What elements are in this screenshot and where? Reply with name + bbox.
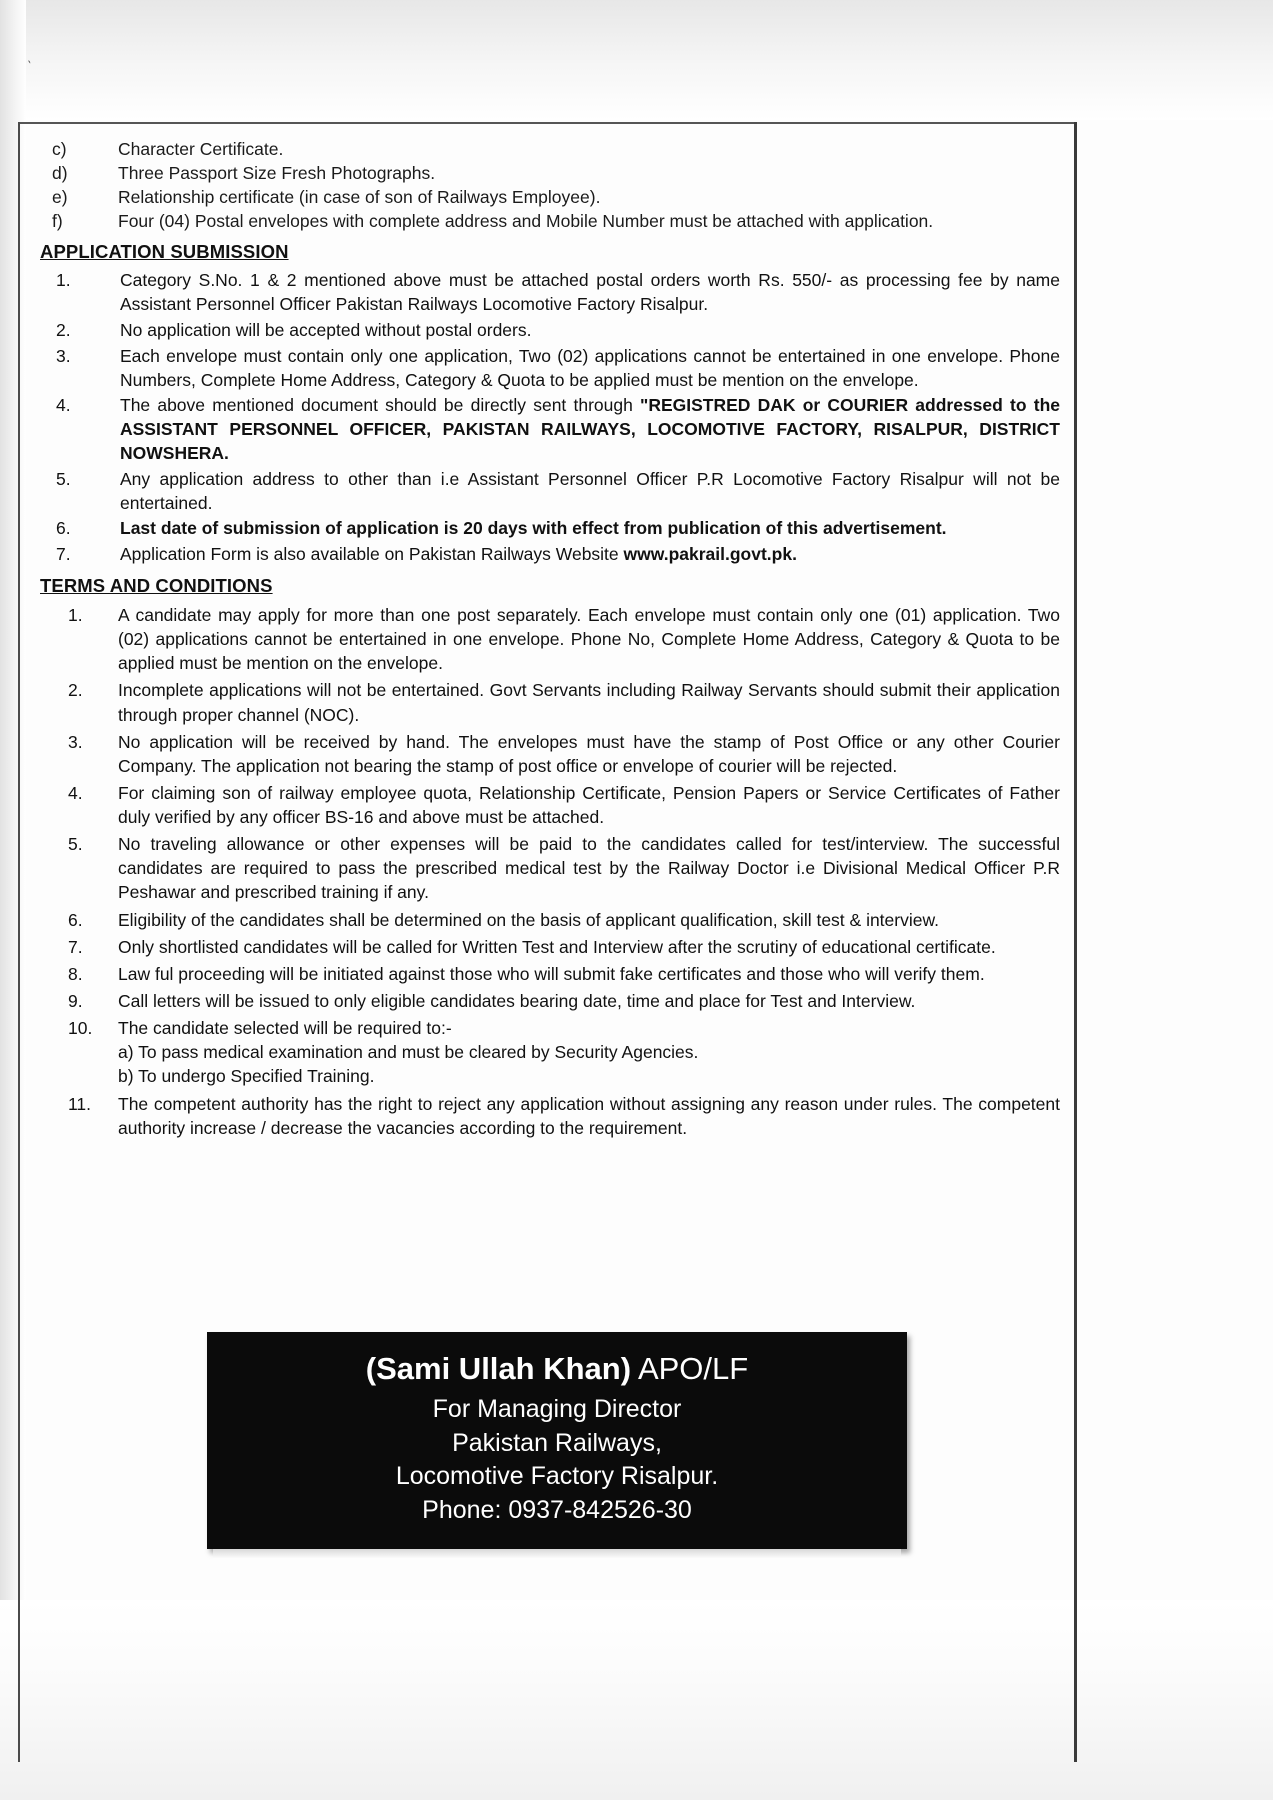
list-marker: 6. bbox=[56, 518, 71, 539]
list-text: Category S.No. 1 & 2 mentioned above must be attached postal orders worth Rs. 550/- as processing fee by name Assistant Personnel Officer Pakistan Railways Locomotive Factory Risalpur. bbox=[120, 270, 1060, 315]
list-text-normal: Application Form is also available on Pakistan Railways Website bbox=[120, 544, 624, 565]
list-marker: 2. bbox=[56, 319, 71, 340]
list-marker: 11. bbox=[68, 1093, 92, 1114]
list-marker: c) bbox=[52, 139, 67, 159]
list-item bbox=[40, 962, 1060, 986]
list-item bbox=[40, 1092, 1060, 1140]
list-marker: e) bbox=[52, 187, 68, 208]
terms-and-conditions-list bbox=[40, 603, 1060, 1140]
list-text: Character Certificate. bbox=[118, 139, 284, 159]
list-text-main: The candidate selected will be required to:- bbox=[118, 1018, 452, 1039]
list-item bbox=[40, 345, 1060, 393]
list-text: A candidate may apply for more than one post separately. Each envelope must contain only one (01) application. Two (02) applications cannot be entertained in one envelope. Phone No, Complete Home Address, Category & Quota to be applied must be mention on the envelope. bbox=[118, 604, 1060, 674]
list-text: The competent authority has the right to reject any application without assigning any reason under rules. The competent authority increase / decrease the vacancies according to the requirement. bbox=[118, 1093, 1060, 1138]
list-item bbox=[40, 543, 1060, 567]
list-item bbox=[40, 210, 1060, 233]
stray-mark: ` bbox=[24, 57, 33, 75]
list-text: No traveling allowance or other expenses will be paid to the candidates called for test/interview. The successful candidates are required to pass the prescribed medical test by the Railway Doctor i.e Divisional Medical Officer P.R Peshawar and prescribed training if any. bbox=[118, 834, 1060, 903]
list-item bbox=[40, 319, 1060, 343]
list-text: For claiming son of railway employee quota, Relationship Certificate, Pension Papers or Service Certificates of Father duly verified by any officer BS-16 and above must be attached. bbox=[118, 782, 1060, 828]
list-marker: 6. bbox=[68, 909, 83, 930]
scan-top-edge bbox=[0, 0, 1273, 120]
list-text-bold: Last date of submission of application is 20 days with effect from publication of this advertisement. bbox=[120, 518, 947, 539]
list-item bbox=[40, 162, 1060, 185]
list-text: Any application address to other than i.e Assistant Personnel Officer P.R Locomotive Factory Risalpur will not be entertained. bbox=[120, 468, 1060, 513]
list-item bbox=[40, 138, 1060, 161]
signature-block-shadow bbox=[213, 1549, 901, 1559]
signatory-line-1: For Managing Director bbox=[432, 1395, 682, 1424]
list-marker: 2. bbox=[68, 680, 83, 701]
list-item bbox=[40, 935, 1060, 959]
list-marker: 4. bbox=[68, 782, 83, 803]
list-text-normal: The above mentioned document should be directly sent through bbox=[120, 395, 641, 416]
terms-and-conditions-heading: TERMS AND CONDITIONS bbox=[40, 574, 273, 596]
list-text bbox=[120, 394, 1060, 465]
signatory-phone: Phone: 0937-842526-30 bbox=[422, 1495, 692, 1524]
list-item bbox=[40, 394, 1060, 465]
signatory-designation-suffix: APO/LF bbox=[631, 1351, 749, 1386]
list-text: Law ful proceeding will be initiated against those who will submit fake certificates and those who will verify them. bbox=[118, 963, 985, 984]
list-item bbox=[40, 468, 1060, 516]
list-marker: 1. bbox=[68, 604, 83, 625]
list-item bbox=[40, 1016, 1060, 1088]
list-text: Relationship certificate (in case of son of Railways Employee). bbox=[118, 187, 601, 208]
list-marker: 4. bbox=[56, 395, 71, 416]
list-text: Three Passport Size Fresh Photographs. bbox=[118, 163, 436, 184]
list-marker: 10. bbox=[68, 1018, 93, 1039]
scan-bottom-edge bbox=[0, 1600, 1273, 1800]
list-marker: 5. bbox=[56, 468, 71, 489]
list-marker: d) bbox=[52, 163, 68, 184]
list-marker: 8. bbox=[68, 963, 83, 984]
list-item bbox=[40, 832, 1060, 904]
advert-border-top bbox=[18, 122, 1077, 124]
signature-block-wrapper bbox=[207, 1332, 907, 1559]
list-text: Incomplete applications will not be entertained. Govt Servants including Railway Servants should submit their application through proper channel (NOC). bbox=[118, 680, 1060, 725]
signatory-line-2: Pakistan Railways, bbox=[452, 1428, 662, 1457]
signatory-name bbox=[217, 1350, 897, 1387]
list-marker: 7. bbox=[56, 544, 71, 565]
advert-border-right bbox=[1074, 122, 1077, 1762]
list-text-bold: "REGISTRED DAK or COURIER addressed to the ASSISTANT PERSONNEL OFFICER, PAKISTAN RAILWAYS, LOCOMOTIVE FACTORY, RISALPUR, DISTRICT NOWSHERA. bbox=[120, 395, 1060, 463]
list-item bbox=[40, 989, 1060, 1013]
documents-required-list bbox=[40, 138, 1060, 233]
list-text bbox=[120, 543, 1060, 567]
list-item bbox=[40, 781, 1060, 829]
list-subitem-a: a) To pass medical examination and must be cleared by Security Agencies. bbox=[118, 1042, 699, 1063]
signatory-name-bold: (Sami Ullah Khan) bbox=[365, 1351, 632, 1386]
list-marker: 3. bbox=[56, 345, 71, 366]
application-submission-heading: APPLICATION SUBMISSION bbox=[40, 241, 289, 263]
list-item bbox=[40, 730, 1060, 778]
list-subitem-b: b) To undergo Specified Training. bbox=[118, 1066, 375, 1087]
list-text: Call letters will be issued to only eligible candidates bearing date, time and place for Test and Interview. bbox=[118, 991, 916, 1012]
list-marker: 5. bbox=[68, 834, 83, 855]
list-text: Only shortlisted candidates will be called for Written Test and Interview after the scrutiny of educational certificate. bbox=[118, 936, 996, 957]
list-text: No application will be received by hand. The envelopes must have the stamp of Post Office or any other Courier Company. The application not bearing the stamp of post office or envelope of courier will be rejected. bbox=[118, 731, 1060, 776]
list-text: No application will be accepted without postal orders. bbox=[120, 319, 532, 340]
list-item bbox=[40, 678, 1060, 726]
list-text: Eligibility of the candidates shall be determined on the basis of applicant qualification, skill test & interview. bbox=[118, 909, 940, 930]
list-item bbox=[40, 186, 1060, 209]
list-text: Each envelope must contain only one application, Two (02) applications cannot be entertained in one envelope. Phone Numbers, Complete Home Address, Category & Quota to be applied must be mention on the envelope. bbox=[120, 345, 1060, 390]
list-item bbox=[40, 269, 1060, 317]
list-marker: 1. bbox=[56, 270, 71, 291]
list-marker: 7. bbox=[68, 936, 83, 957]
list-marker: f) bbox=[52, 211, 63, 232]
list-marker: 9. bbox=[68, 991, 83, 1012]
list-text bbox=[120, 517, 1060, 541]
list-text bbox=[118, 1016, 1060, 1088]
list-item bbox=[40, 517, 1060, 541]
document-content bbox=[40, 138, 1060, 1143]
signatory-line-3: Locomotive Factory Risalpur. bbox=[395, 1462, 719, 1491]
list-text-bold: www.pakrail.govt.pk. bbox=[623, 544, 797, 565]
signature-block bbox=[207, 1332, 907, 1549]
list-text: Four (04) Postal envelopes with complete address and Mobile Number must be attached with application. bbox=[118, 211, 934, 232]
list-item bbox=[40, 908, 1060, 932]
application-submission-list bbox=[40, 269, 1060, 567]
list-marker: 3. bbox=[68, 731, 83, 752]
list-item bbox=[40, 603, 1060, 675]
advert-border-left bbox=[18, 122, 20, 1762]
scan-left-edge bbox=[0, 0, 26, 1800]
